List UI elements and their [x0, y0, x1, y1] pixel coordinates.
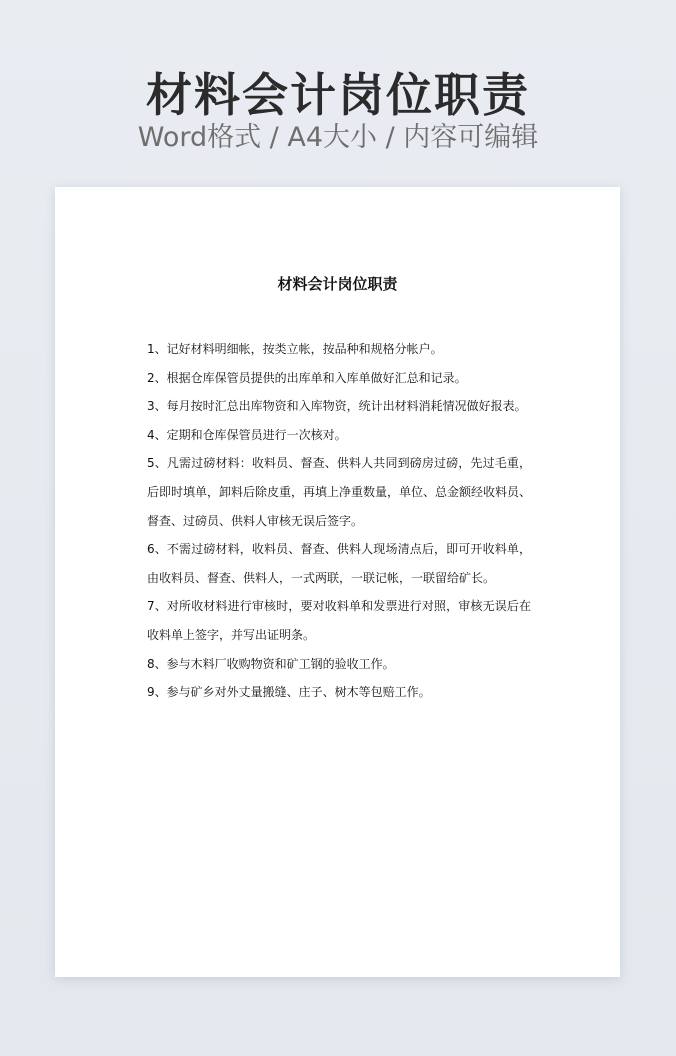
duty-item-7: 7、对所收材料进行审核时，要对收料单和发票进行对照，审核无误后在收料单上签字，并写出证明条。: [147, 599, 531, 642]
duty-item-3: 3、每月按时汇总出库物资和入库物资，统计出材料消耗情况做好报表。: [147, 399, 527, 414]
duty-item-4: 4、定期和仓库保管员进行一次核对。: [147, 427, 347, 442]
document-title: 材料会计岗位职责: [277, 275, 398, 293]
duty-item-1: 1、记好材料明细帐，按类立帐，按品种和规格分帐户。: [147, 342, 443, 356]
banner-subtitle: Word格式 / A4大小 / 内容可编辑: [137, 122, 539, 153]
duty-item-8: 8、参与木料厂收购物资和矿工钢的验收工作。: [147, 656, 395, 671]
duty-item-9: 9、参与矿乡对外丈量搬缝、庄子、树木等包赔工作。: [147, 685, 431, 700]
duty-list: [147, 335, 531, 707]
duty-item-5: 5、凡需过磅材料：收料员、督查、供料人共同到磅房过磅，先过毛重，后即时填单，卸料后除皮重，再填上净重数量，单位、总金额经收料员、督查、过磅员、供料人审核无误后签字。: [147, 456, 532, 528]
document-page: [55, 187, 620, 977]
duty-item-6: 6、不需过磅材料，收料员、督查、供料人现场清点后，即可开收料单，由收料员、督查、供料人，一式两联，一联记帐，一联留给矿长。: [147, 542, 531, 585]
banner-title: 材料会计岗位职责: [146, 68, 530, 122]
duty-item-2: 2、根据仓库保管员提供的出库单和入库单做好汇总和记录。: [147, 370, 467, 385]
